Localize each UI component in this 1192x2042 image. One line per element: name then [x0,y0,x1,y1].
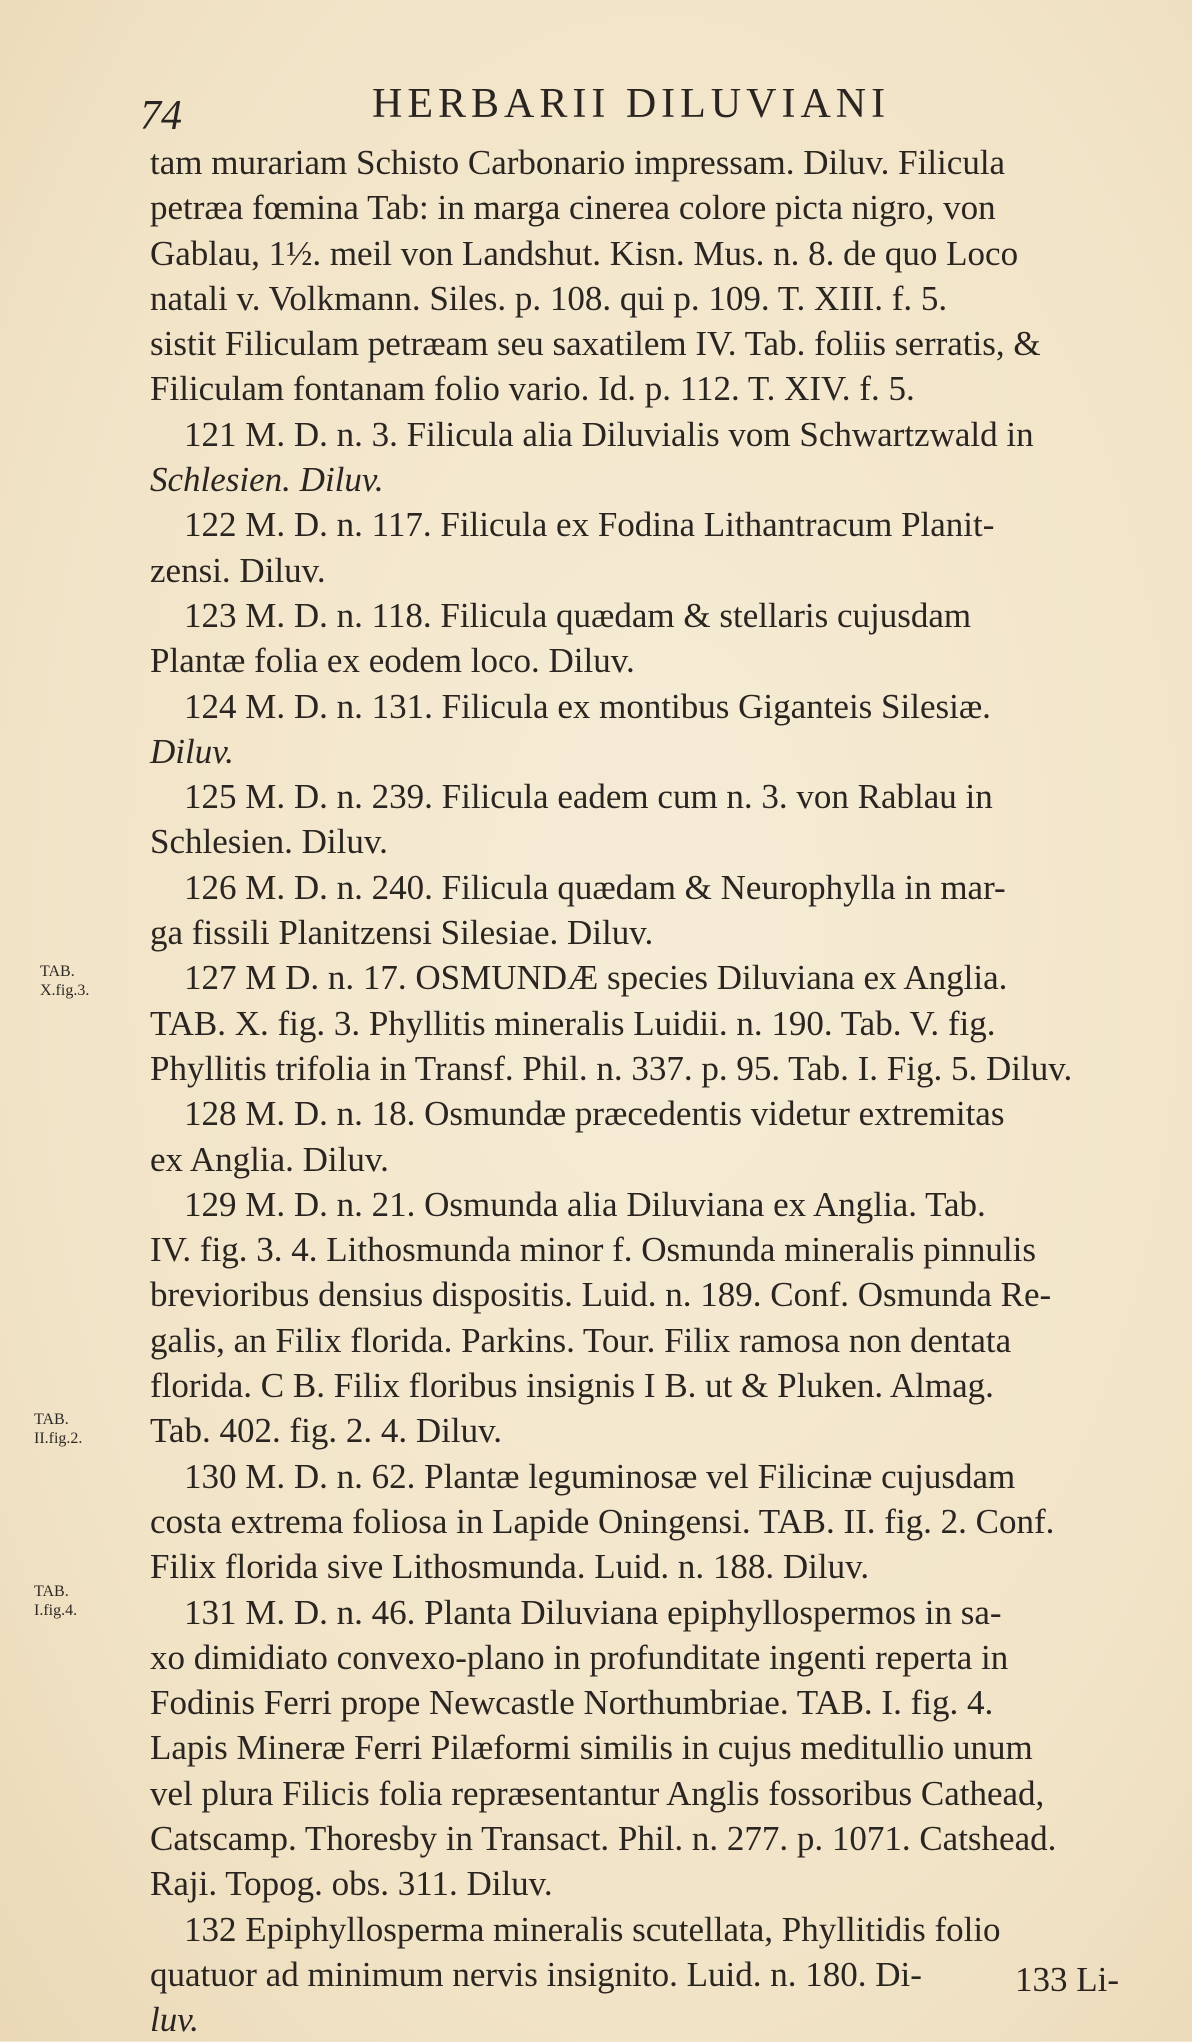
text-line: quatuor ad minimum nervis insignito. Luid. n. 180. Di- [150,1954,922,1994]
text-line: florida. C B. Filix floribus insignis I B. ut & Pluken. Almag. [150,1366,994,1406]
text-line: costa extrema foliosa in Lapide Oningensi. TAB. II. fig. 2. Conf. [150,1501,1055,1541]
text-line: Schlesien. Diluv. [150,460,384,500]
text-line: Tab. 402. fig. 2. 4. Diluv. [150,1411,503,1451]
text-line: tam murariam Schisto Carbonario impressam. Diluv. Filicula [150,143,1006,182]
text-line: Raji. Topog. obs. 311. Diluv. [150,1864,553,1904]
text-line: xo dimidiato convexo-plano in profunditate ingenti reperta in [150,1637,1009,1677]
text-line: Lapis Mineræ Ferri Pilæformi similis in cujus meditullio unum [150,1728,1033,1768]
text-line: Filiculam fontanam folio vario. Id. p. 112. T. XIV. f. 5. [150,369,915,409]
entry-123: 123 M. D. n. 118. Filicula quædam & stellaris cujusdam [184,595,972,635]
text-line: Gablau, 1½. meil von Landshut. Kisn. Mus. n. 8. de quo Loco [150,233,1019,273]
entry-125: 125 M. D. n. 239. Filicula eadem cum n. 3. von Rablau in [184,777,993,817]
text-line: brevioribus densius dispositis. Luid. n. 189. Conf. Osmunda Re- [150,1275,1052,1315]
text-line: natali v. Volkmann. Siles. p. 108. qui p. 109. T. XIII. f. 5. [150,278,948,318]
text-line: Schlesien. Diluv. [150,822,388,862]
running-title: HERBARII DILUVIANI [372,81,891,127]
text-line: luv. [150,2000,199,2040]
margin-note-tab-ii: TAB. II.fig.2. [34,1411,83,1447]
text-line: TAB. X. fig. 3. Phyllitis mineralis Luidii. n. 190. Tab. V. fig. [150,1003,996,1043]
text-line: Plantæ folia ex eodem loco. Diluv. [150,641,635,681]
text-line: vel plura Filicis folia repræsentantur Anglis fossoribus Cathead, [150,1773,1045,1813]
text-line: Fodinis Ferri prope Newcastle Northumbriae. TAB. I. fig. 4. [150,1683,994,1723]
text-line: Phyllitis trifolia in Transf. Phil. n. 337. p. 95. Tab. I. Fig. 5. Diluv. [150,1048,1073,1088]
text-line: Diluv. [150,731,234,771]
catchword: 133 Li- [1015,1960,1120,1999]
entry-127: 127 M D. n. 17. OSMUNDÆ species Diluviana ex Anglia. [184,958,1008,998]
entry-128: 128 M. D. n. 18. Osmundæ præcedentis videtur extremitas [184,1094,1005,1134]
entry-121: 121 M. D. n. 3. Filicula alia Diluvialis vom Schwartzwald in [184,414,1034,454]
page-number: 74 [140,93,182,139]
text-line: IV. fig. 3. 4. Lithosmunda minor f. Osmunda mineralis pinnulis [150,1230,1036,1270]
margin-note-tab-x: TAB. X.fig.3. [40,963,90,999]
entry-126: 126 M. D. n. 240. Filicula quædam & Neurophylla in mar- [184,867,1006,907]
entry-132: 132 Epiphyllosperma mineralis scutellata, Phyllitidis folio [184,1909,1001,1949]
entry-122: 122 M. D. n. 117. Filicula ex Fodina Lithantracum Planit- [184,505,995,545]
text-line: galis, an Filix florida. Parkins. Tour. Filix ramosa non dentata [150,1320,1012,1360]
text-body [150,140,1170,2042]
entry-124: 124 M. D. n. 131. Filicula ex montibus Giganteis Silesiæ. [184,686,991,726]
margin-note-tab-i: TAB. I.fig.4. [34,1583,78,1619]
text-line: ex Anglia. Diluv. [150,1139,389,1179]
text-line: ga fissili Planitzensi Silesiae. Diluv. [150,913,654,953]
text-line: zensi. Diluv. [150,550,326,590]
text-line: Catscamp. Thoresby in Transact. Phil. n. 277. p. 1071. Catshead. [150,1818,1057,1858]
text-line: petræa fœmina Tab: in marga cinerea colore picta nigro, von [150,188,996,228]
entry-129: 129 M. D. n. 21. Osmunda alia Diluviana ex Anglia. Tab. [184,1184,986,1224]
text-line: sistit Filiculam petræam seu saxatilem IV. Tab. foliis serratis, & [150,324,1041,364]
entry-131: 131 M. D. n. 46. Planta Diluviana epiphyllospermos in sa- [184,1592,1002,1632]
entry-130: 130 M. D. n. 62. Plantæ leguminosæ vel Filicinæ cujusdam [184,1456,1016,1496]
text-line: Filix florida sive Lithosmunda. Luid. n. 188. Diluv. [150,1547,870,1587]
